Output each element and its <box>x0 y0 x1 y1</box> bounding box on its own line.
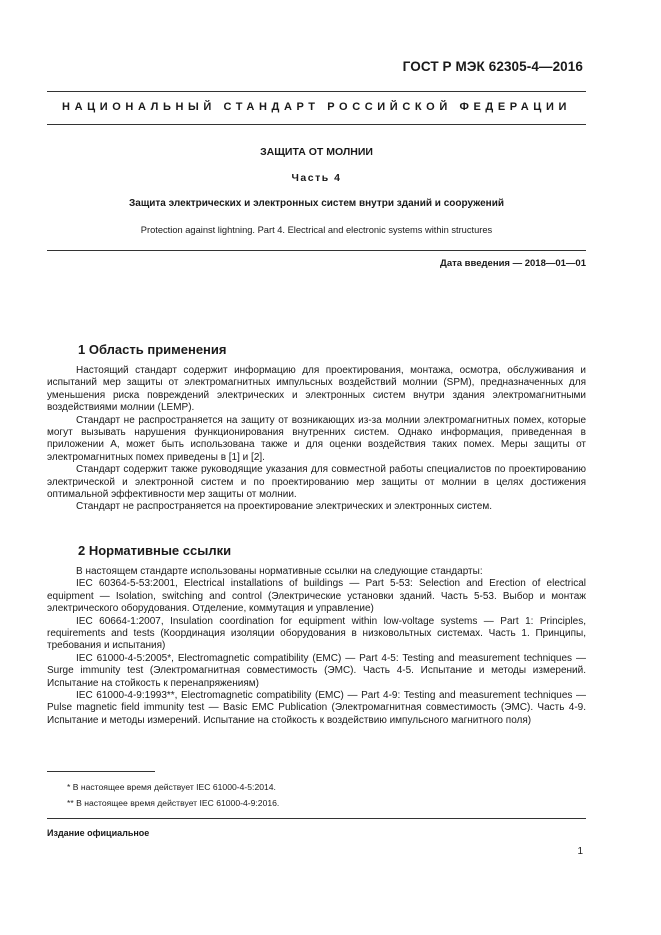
paragraph: Стандарт не распространяется на защиту от возникающих из-за молнии электромагнитных помех, которые могут вызывать нарушения функционирования внутренних систем. Однако информация, приведенная в приложении А, может быть использована также и для оценки воздействия таких помех. Меры защиты от электромагнитных помех приведены в [1] и [2]. <box>47 414 586 463</box>
paragraph: Настоящий стандарт содержит информацию для проектирования, монтажа, осмотра, обслуживания и испытаний мер защиты от электромагнитных импульсных воздействий молнии (SPM), предназначенных для уменьшения риска повреждений электрических и электронных систем внутри здания электромагнитными воздействиями молнии (LEMP). <box>47 365 586 414</box>
footer-rule <box>47 818 586 819</box>
standard-number: ГОСТ Р МЭК 62305-4—2016 <box>402 59 583 74</box>
footnote: ** В настоящее время действует IEC 61000-4-9:2016. <box>67 798 280 808</box>
footnotes <box>47 779 279 811</box>
reference-item: IEC 60364-5-53:2001, Electrical installations of buildings — Part 5-53: Selection and Erection of electrical equipment — Isolation, switching and control (Электрические установки зданий. Часть 5-53. Выбор и монтаж электрического оборудования. Отделение, коммутация и управление) <box>47 578 586 615</box>
section-2-heading: 2 Нормативные ссылки <box>78 543 232 558</box>
part-label: Часть 4 <box>291 172 342 184</box>
national-standard-label: НАЦИОНАЛЬНЫЙ СТАНДАРТ РОССИЙСКОЙ ФЕДЕРАЦИИ <box>62 101 571 113</box>
english-title: Protection against lightning. Part 4. Electrical and electronic systems within structures <box>140 225 493 235</box>
page-number: 1 <box>577 846 583 857</box>
top-rule <box>47 91 586 92</box>
reference-item: IEC 60664-1:2007, Insulation coordination for equipment within low-voltage systems — Part 1: Principles, requirements and tests (Координация изоляции оборудования в низковольтных системах. Часть 1. Принципы, требования и испытания) <box>47 615 586 652</box>
document-title: ЗАЩИТА ОТ МОЛНИИ <box>260 146 373 158</box>
reference-item: IEC 61000-4-5:2005*, Electromagnetic compatibility (EMC) — Part 4-5: Testing and measurement techniques — Surge immunity test (Электромагнитная совместимость (ЭМС). Часть 4-5. Испытание и методы измерений. Испытание на стойкость к перенапряжениям) <box>47 652 586 689</box>
paragraph: Стандарт не распространяется на проектирование электрических и электронных систем. <box>76 501 492 513</box>
date-rule <box>47 250 586 251</box>
introduction-date: Дата введения — 2018—01—01 <box>440 258 586 269</box>
section-1-body <box>47 365 586 514</box>
footnote-rule <box>47 771 155 772</box>
footnote: * В настоящее время действует IEC 61000-4-5:2014. <box>67 782 276 792</box>
section-2-body <box>47 566 586 727</box>
reference-item: IEC 61000-4-9:1993**, Electromagnetic compatibility (EMC) — Part 4-9: Testing and measurement techniques — Pulse magnetic field immunity test — Basic EMC Publication (Электромагнитная совместимость (ЭМС). Часть 4-9. Испытание и методы измерений. Испытание на стойкость к воздействию импульсного магнитного поля) <box>47 690 586 726</box>
header-rule <box>47 124 586 125</box>
document-subtitle: Защита электрических и электронных систем внутри зданий и сооружений <box>129 198 504 209</box>
paragraph: Стандарт содержит также руководящие указания для совместной работы специалистов по проектированию электрической и электронной систем и по проектированию мер защиты от молнии в целях достижения оптимальной эффективности мер защиты от молнии. <box>47 464 586 501</box>
edition-label: Издание официальное <box>47 828 150 838</box>
paragraph: В настоящем стандарте использованы нормативные ссылки на следующие стандарты: <box>76 566 483 577</box>
section-1-heading: 1 Область применения <box>78 342 227 357</box>
